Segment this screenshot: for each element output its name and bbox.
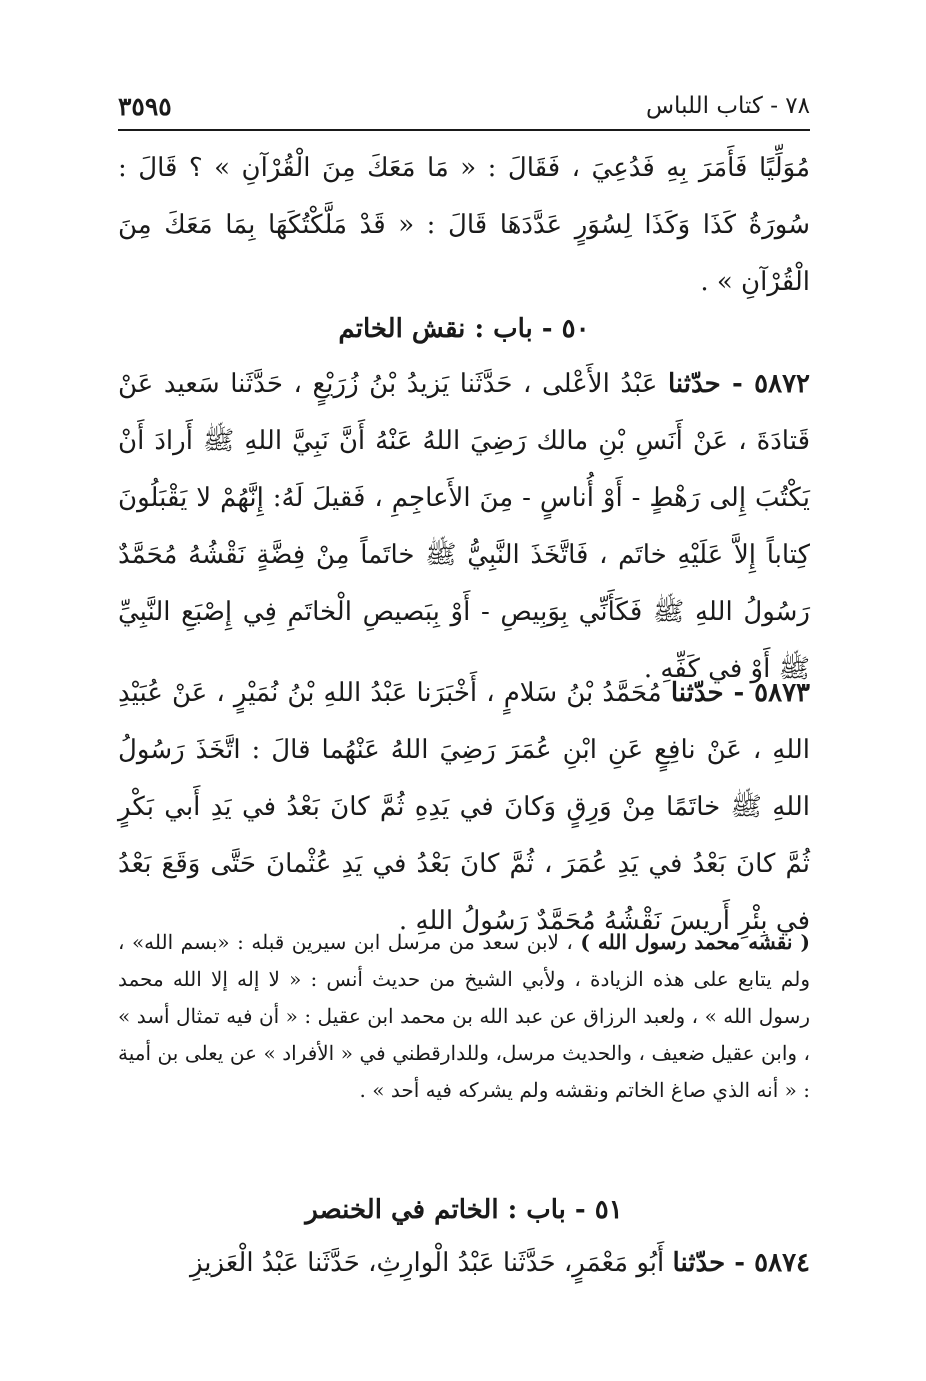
page-header — [118, 88, 810, 124]
chapter-title: ٧٨ - كتاب اللباس — [645, 93, 810, 119]
hadith-5873-number: ٥٨٧٣ - حدّثنا — [670, 678, 810, 708]
note-text: ، لابن سعد من مرسل ابن سيرين قبله : «بسم الله» ، ولم يتابع على هذه الزيادة ، ولأبي الشيخ من حديث أنس : « لا إله إلا الله محمد رسول الله » ، ولعبد الرزاق عن عبد الله بن محمد ابن عقيل : « أن فيه تمثال أسد » ، وابن عقيل ضعيف ، والحديث مرسل، وللدارقطني في « الأفراد » عن يعلى بن أمية : « أنه الذي صاغ الخاتم ونقشه ولم يشركه فيه أحد » . — [118, 930, 811, 1102]
hadith-5874-text: أَبُو مَعْمَرٍ، حَدَّثَنا عَبْدُ الْوارِثِ، حَدَّثَنا عَبْدُ الْعَزيزِ — [189, 1248, 665, 1278]
hadith-5872-number: ٥٨٧٢ - حدّثنا — [667, 369, 811, 399]
hadith-5872 — [118, 356, 810, 698]
page-number: ٣٥٩٥ — [118, 91, 172, 121]
chapter-51-heading: ٥١ - باب : الخاتم في الخنصر — [305, 1195, 623, 1225]
continuation-paragraph — [118, 140, 810, 311]
hadith-5874 — [118, 1235, 810, 1292]
header-rule — [118, 129, 810, 131]
note-lead: ( نقشه محمد رسول الله ) — [580, 930, 811, 954]
continuation-text: مُوَلِّيًا فَأَمَرَ بِهِ فَدُعِيَ ، فَقَالَ : « مَا مَعَكَ مِنَ الْقُرْآنِ » ؟ قَالَ : سُورَةُ كَذَا وَكَذَا لِسُوَرٍ عَدَّدَهَا قَالَ : « قَدْ مَلَّكْتُكَهَا بِمَا مَعَكَ مِنَ الْقُرْآنِ » . — [118, 153, 810, 297]
hadith-5872-text: عَبْدُ الأَعْلى ، حَدَّثَنا يَزيدُ بْنُ زُرَيْعٍ ، حَدَّثَنا سَعيد عَنْ قَتادَةَ ، عَنْ أَنَسِ بْنِ مالك رَضِيَ اللهُ عَنْهُ أَنَّ نَبِيَّ اللهِ ﷺ أَرادَ أَنْ يَكْتُبَ إِلى رَهْطٍ - أَوْ أُناسٍ - مِنَ الأَعاجِمِ ، فَقيلَ لَهُ: إِنَّهُمْ لا يَقْبَلُونَ كِتاباً إِلاَّ عَلَيْهِ خاتَم ، فَاتَّخَذَ النَّبِيُّ ﷺ خاتَماً مِنْ فِضَّةٍ نَقْشُهُ مُحَمَّدٌ رَسُولُ اللهِ ﷺ فَكَأَنِّي بِوَبِيصِ - أَوْ بِبَصيصِ الْخاتَمِ فِي إِصْبَعِ النَّبِيِّ ﷺ أَوْ في كَفِّهِ . — [118, 369, 810, 684]
hadith-5873-text: مُحَمَّدُ بْنُ سَلامٍ ، أَخْبَرَنا عَبْدُ اللهِ بْنُ نُمَيْرٍ ، عَنْ عُبَيْدِ اللهِ ، عَنْ نافِعٍ عَنِ ابْنِ عُمَرَ رَضِيَ اللهُ عَنْهُما قالَ : اتَّخَذَ رَسُولُ اللهِ ﷺ خاتَمًا مِنْ وَرِقٍ وَكانَ في يَدِهِ ثُمَّ كانَ بَعْدُ في يَدِ أَبي بَكْرٍ ثُمَّ كانَ بَعْدُ في يَدِ عُمَرَ ، ثُمَّ كانَ بَعْدُ في يَدِ عُثْمانَ حَتَّى وَقَعَ بَعْدُ في بِئْرِ أَريسَ نَقْشُهُ مُحَمَّدٌ رَسُولُ اللهِ . — [118, 678, 810, 936]
commentary-note — [118, 924, 810, 1109]
hadith-5873 — [118, 665, 810, 950]
hadith-5874-number: ٥٨٧٤ - حدّثنا — [672, 1248, 810, 1278]
chapter-50-heading: ٥٠ - باب : نقش الخاتم — [338, 314, 590, 344]
